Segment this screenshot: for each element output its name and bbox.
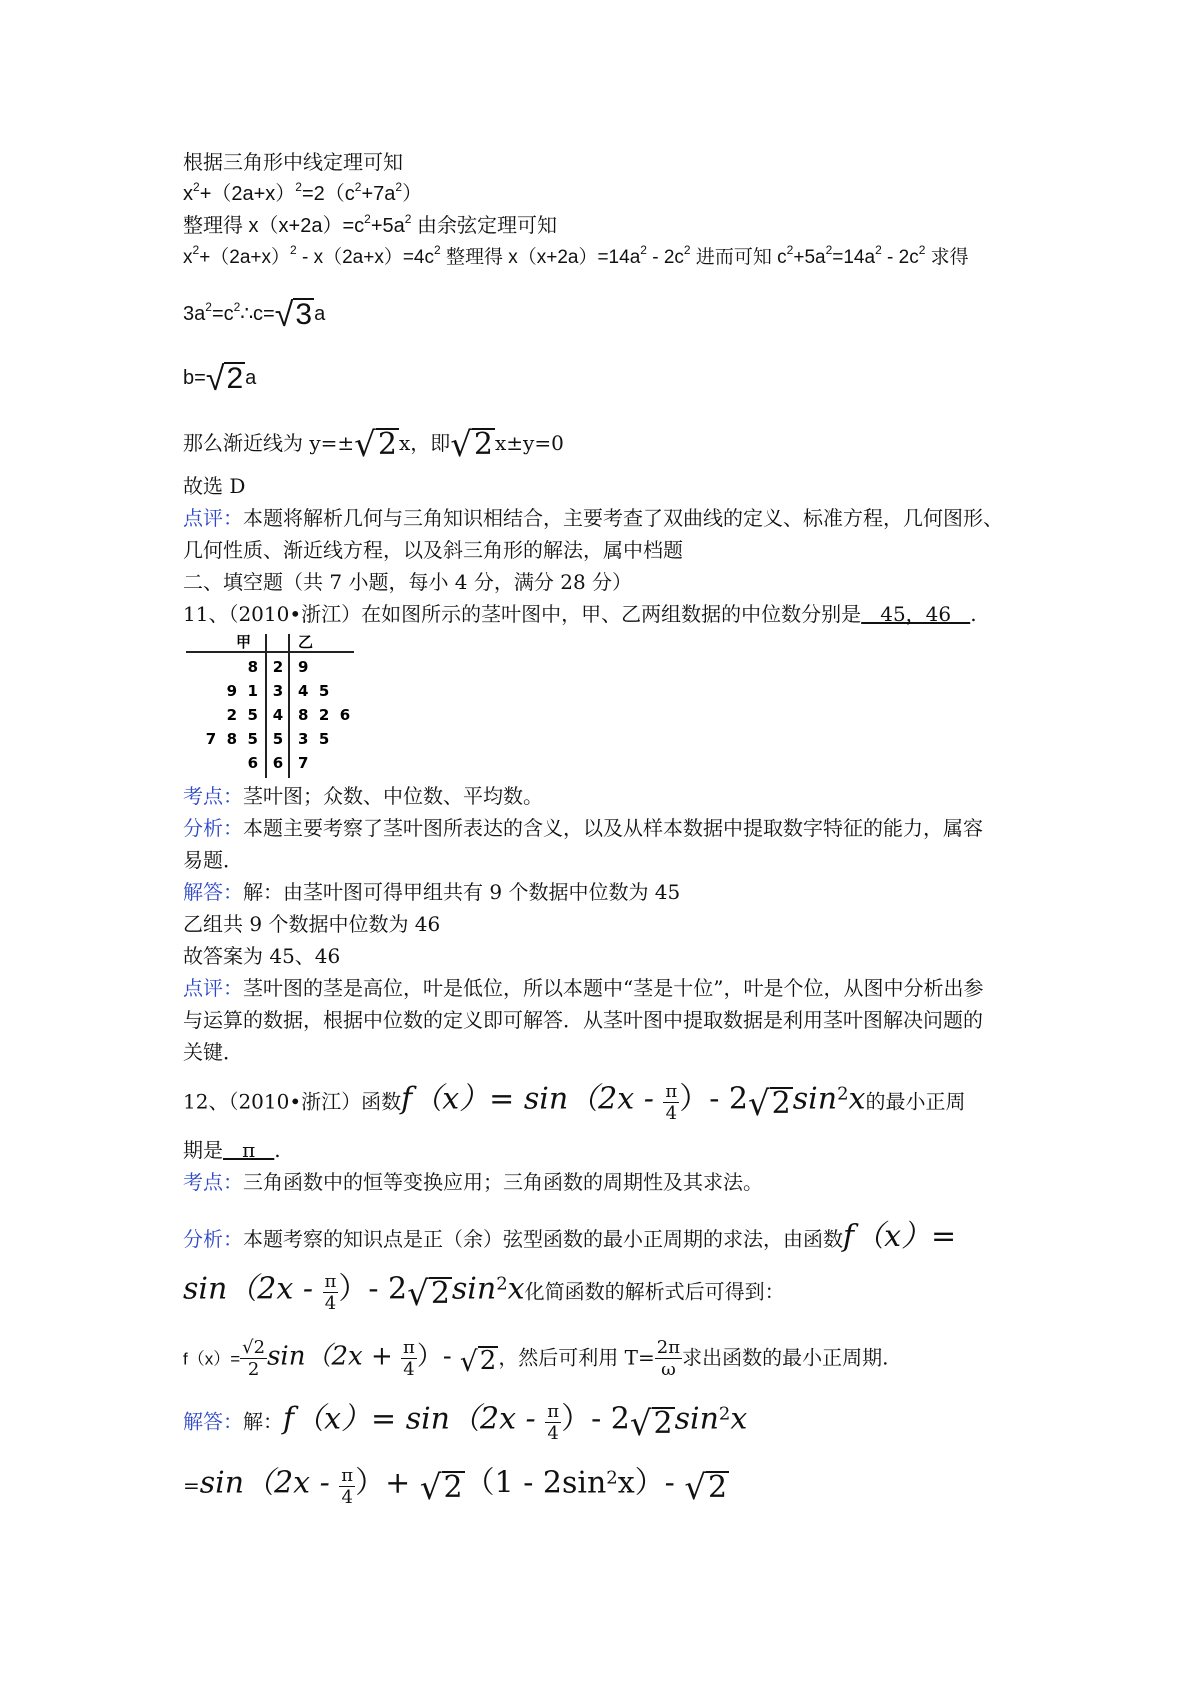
sqrt: √2 [354,425,397,465]
sup: 2 [192,243,200,257]
equation-line [183,180,423,205]
t: 几何性质、渐近线方程，以及斜三角形的解法，属中档题 [183,538,683,562]
text-line [183,152,403,172]
t: 求出函数的最小正周期. [682,1345,889,1370]
equation-line [183,425,564,465]
t: +（2a+x） [199,247,291,268]
t: 由余弦定理可知 [411,215,558,237]
t: √2 [242,1337,266,1358]
label-kaodian: 考点： [183,784,243,808]
t: sin [451,1271,497,1307]
t: 2 [771,1085,791,1121]
t: sin（2x + [267,1341,402,1372]
t: 整理得 x（x+2a）=c [183,215,365,237]
t: 那么渐近线为 y=± [183,431,355,455]
t: 易题． [183,848,243,872]
text-line [183,786,543,806]
t: sin（2x - [199,1465,340,1501]
t: =2（c [301,183,355,205]
t: 2 [653,1405,673,1441]
t: π [341,1465,354,1486]
t: 二、填空题（共 7 小题，每小 4 分，满分 28 分） [183,570,633,594]
t: sin（2x - [183,1271,323,1307]
t: ω [661,1358,676,1380]
stem: 6 [272,754,284,772]
sup: 2 [233,300,241,314]
header-left: 甲 [236,633,252,651]
t: 整理得 x（x+2a）=14a [440,247,641,268]
t: f（x）= sin（2x - [401,1081,664,1117]
sup: 2 [825,243,833,257]
t: 2 [708,1469,728,1505]
leaf-right: 7 [298,754,309,772]
question-12 [183,1082,965,1124]
text-line [183,1140,281,1160]
t: ，然后可利用 T= [498,1345,655,1370]
sup: 2 [683,243,691,257]
t: ） [402,183,423,205]
t: π [547,1401,560,1422]
text-line [183,1172,763,1192]
t: ∴c= [240,303,275,325]
text-line [183,850,243,870]
label-dianping: 点评： [183,506,243,530]
sup: 2 [290,243,297,257]
t: 求得 [925,247,969,268]
t: +5a [370,215,405,237]
t: sin [792,1081,838,1117]
t: 故答案为 45、46 [183,944,341,968]
sup: 2 [875,243,882,257]
leaf-left: 8 [247,658,258,676]
equation-line [183,1272,785,1314]
t: . [274,1138,281,1162]
t: 解：由茎叶图可得甲组共有 9 个数据中位数为 45 [243,880,681,904]
text-line [183,946,340,966]
t: x）- [617,1465,685,1501]
text-line [183,476,245,496]
sup: 2 [786,243,794,257]
t: π [324,1271,337,1292]
sup: 2 [395,180,403,194]
sup: 2 [354,180,362,194]
t: 2 [443,1469,463,1505]
stem-leaf-plot [186,630,356,780]
fraction [323,1272,339,1314]
sqrt: √2 [450,425,493,465]
sup: 2 [837,1083,849,1105]
leaf-right: 8 2 6 [298,706,351,724]
fraction [663,1082,679,1124]
text-line [183,1219,957,1254]
fraction [545,1402,561,1444]
text-line [183,818,983,838]
leaf-left: 9 1 [226,682,258,700]
text-line [183,882,680,902]
t: 化简函数的解析式后可得到： [524,1279,785,1304]
t: 2 [377,427,397,462]
t: f（x）= [843,1219,957,1254]
sqrt: √2 [419,1467,463,1508]
t: +5a [793,247,826,268]
stem: 4 [272,706,284,724]
t: = [183,1473,200,1498]
equation-line [183,362,256,396]
t: （1 - 2sin [464,1465,607,1501]
label-fenxi: 分析： [183,816,243,840]
equation-line [183,1338,888,1380]
t: 12、（2010•浙江）函数 [183,1089,402,1114]
t: x [507,1271,525,1307]
t: 茎叶图；众数、中位数、平均数。 [243,784,543,808]
sqrt: √2 [459,1344,497,1378]
t: 2 [247,1358,260,1380]
t: - 2c [646,247,684,268]
t: =14a [832,247,876,268]
sqrt: √2 [205,360,244,398]
sqrt: √3 [274,296,313,334]
t: - x（2a+x）=4c [296,247,434,268]
text-line [183,1042,243,1062]
t: - 2c [881,247,919,268]
t: 与运算的数据，根据中位数的定义即可解答．从茎叶图中提取数据是利用茎叶图解决问题的 [183,1008,983,1032]
question-11 [183,604,977,624]
t: 三角函数中的恒等变换应用；三角函数的周期性及其求法。 [243,1170,763,1194]
t: 本题考察的知识点是正（余）弦型函数的最小正周期的求法，由函数 [243,1227,843,1251]
equation-line [183,1466,729,1508]
t: 本题将解析几何与三角知识相结合，主要考查了双曲线的定义、标准方程，几何图形、 [243,506,1003,530]
t: 关键． [183,1040,243,1064]
fraction [401,1338,417,1380]
sqrt: √2 [748,1083,791,1124]
sup: 2 [496,1273,508,1295]
t: x，即 [398,431,451,455]
sqrt: √2 [629,1403,673,1444]
sup: 2 [718,1403,731,1425]
section-heading [183,572,632,592]
t: 4 [324,1292,337,1314]
t: x±y=0 [494,431,564,455]
t: 4 [547,1422,559,1444]
t: 乙组共 9 个数据中位数为 46 [183,912,441,936]
stem: 2 [272,658,284,676]
t: f（x）= [183,1349,241,1369]
t: 2 [430,1275,450,1311]
t: 11、（2010•浙江）在如图所示的茎叶图中，甲、乙两组数据的中位数分别是 [183,602,862,626]
t: x [730,1401,748,1437]
equation-line [183,1402,747,1444]
label-kaodian: 考点： [183,1170,243,1194]
t: π [665,1081,678,1102]
leaf-right: 3 5 [298,730,330,748]
stem: 5 [272,730,284,748]
sup: 2 [404,212,412,226]
t: 期是 [183,1138,223,1162]
t: 3 [295,298,313,331]
t: π [403,1337,415,1358]
t: 4 [341,1486,353,1508]
text: 根据三角形中线定理可知 [183,150,403,174]
t: +（2a+x） [199,183,296,205]
t: +7a [361,183,396,205]
t: 2 [473,427,493,462]
label-dianping: 点评： [183,976,243,1000]
sup: 2 [364,212,371,226]
t: x [848,1081,866,1117]
t: x [183,183,193,205]
t: ）- 2 [561,1401,630,1437]
sup: 2 [606,1467,618,1489]
fraction [240,1338,267,1380]
leaf-left: 2 5 [226,706,258,724]
sup: 2 [295,180,302,194]
t: ）- 2 [338,1271,408,1307]
t: 2 [226,362,244,395]
t: 4 [665,1102,678,1124]
t: a [245,367,257,389]
stem: 3 [272,682,284,700]
t: 本题主要考察了茎叶图所表达的含义，以及从样本数据中提取数字特征的能力，属容 [243,816,983,840]
t: =c [211,303,234,325]
t: a [314,303,326,325]
text-line [183,1010,983,1030]
sqrt: √2 [684,1467,728,1508]
sup: 2 [193,180,200,194]
sup: 2 [640,243,647,257]
t: 3a [183,303,206,325]
leaf-left: 7 8 5 [205,730,258,748]
t: 的最小正周 [865,1089,966,1114]
label-fenxi: 分析： [183,1227,243,1251]
text-line [183,914,440,934]
answer-blank: 45，46 [861,602,971,626]
t: x [183,247,193,268]
equation-line [183,243,969,268]
fraction [339,1466,355,1508]
t: ）+ [355,1465,420,1501]
t: 茎叶图的茎是高位，叶是低位，所以本题中“茎是十位”，叶是个位，从图中分析出参 [243,976,984,1000]
label-jieda: 解答： [183,880,243,904]
t: b= [183,367,206,389]
label-jieda: 解答： [183,1409,243,1434]
text-line [183,540,683,560]
t: f（x）= sin（2x - [283,1401,546,1437]
sup: 2 [433,243,441,257]
t: 解： [243,1409,283,1434]
leaf-left: 6 [247,754,258,772]
leaf-right: 4 5 [298,682,330,700]
t: ）- 2 [679,1081,748,1117]
t: 故选 D [183,474,246,498]
sup: 2 [918,243,926,257]
t: 2π [656,1337,681,1358]
text-line [183,978,983,998]
text-line [183,508,1003,528]
answer-blank: π [223,1138,275,1162]
t: . [970,602,977,626]
t: 4 [403,1358,415,1380]
leaf-right: 9 [298,658,309,676]
t: ）- [416,1341,460,1372]
t: 2 [479,1345,497,1376]
sqrt: √2 [407,1273,450,1314]
fraction [655,1338,682,1380]
equation-line [183,298,325,332]
equation-line [183,212,558,237]
sup: 2 [205,300,212,314]
t: sin [674,1401,719,1437]
header-right: 乙 [298,633,314,651]
t: 进而可知 c [690,247,787,268]
